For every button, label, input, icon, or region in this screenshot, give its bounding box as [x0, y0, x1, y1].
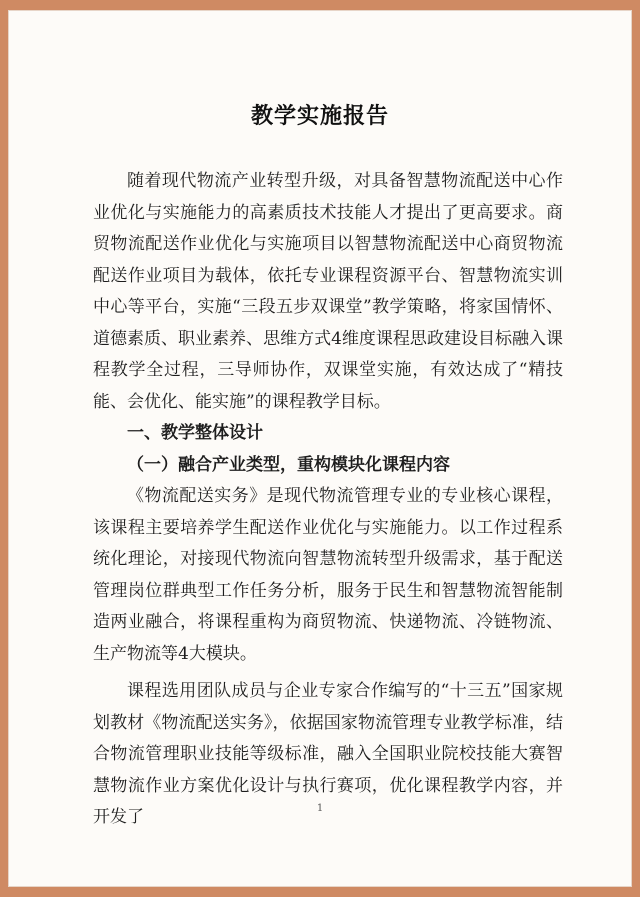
paragraph-textbook: 课程选用团队成员与企业专家合作编写的“十三五”国家规划教材《物流配送实务》，依据国家物流管理专业教学标准，结合物流管理职业技能等级标准，融入全国职业院校技能大赛智慧物流作业方案优化设计与执行赛项，优化课程教学内容，并开发了	[93, 681, 563, 827]
document-body	[93, 166, 563, 834]
subsection-heading-course-content: （一）融合产业类型，重构模块化课程内容	[127, 454, 450, 475]
page-number: 1	[316, 803, 324, 814]
paragraph-intro: 随着现代物流产业转型升级，对具备智慧物流配送中心作业优化与实施能力的高素质技术技能人才提出了更高要求。商贸物流配送作业优化与实施项目以智慧物流配送中心商贸物流配送作业项目为载体，依托专业课程资源平台、智慧物流实训中心等平台，实施“三段五步双课堂”教学策略，将家国情怀、道德素质、职业素养、思维方式4维度课程思政建设目标融入课程教学全过程，三导师协作，双课堂实施，有效达成了“精技能、会优化、能实施”的课程教学目标。	[93, 171, 563, 412]
document-page	[8, 10, 632, 887]
paragraph-course-description: 《物流配送实务》是现代物流管理专业的专业核心课程，该课程主要培养学生配送作业优化与实施能力。以工作过程系统化理论，对接现代物流向智慧物流转型升级需求，基于配送管理岗位群典型工作任务分析，服务于民生和智慧物流智能制造两业融合，将课程重构为商贸物流、快递物流、冷链物流、生产物流等4大模块。	[93, 486, 563, 664]
section-heading-overall-design: 一、教学整体设计	[127, 423, 263, 443]
document-title: 教学实施报告	[250, 103, 389, 129]
